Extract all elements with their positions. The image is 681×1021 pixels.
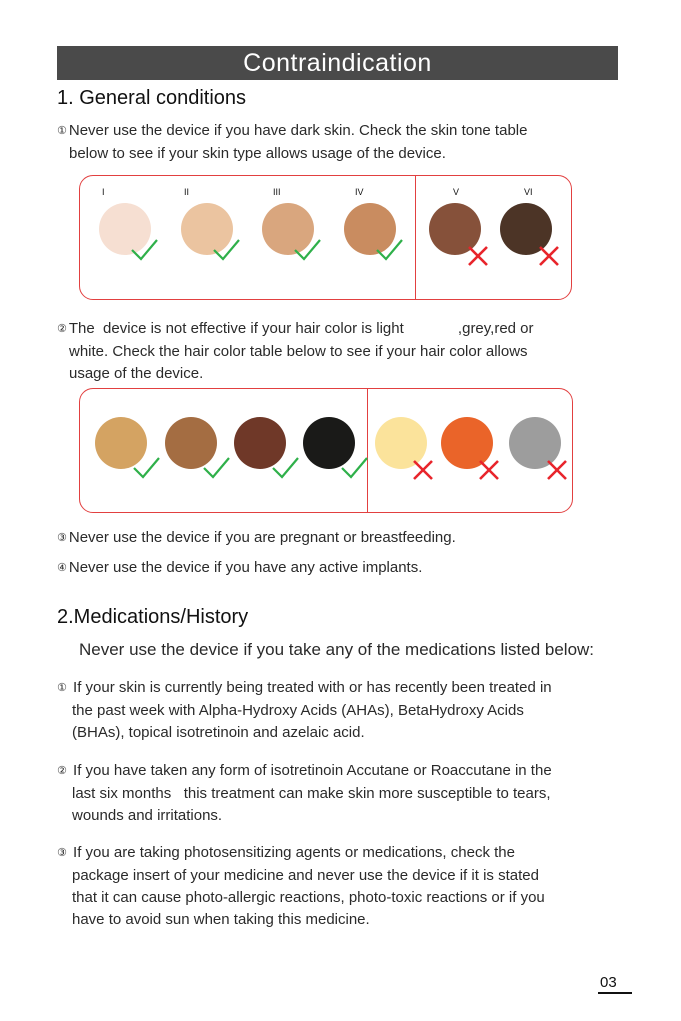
paragraph-text: Never use the device if you are pregnant or breastfeeding.: [68, 529, 456, 546]
med-item-1: [57, 677, 667, 744]
skin-type-label: IV: [355, 187, 364, 197]
page-number: 03: [600, 974, 617, 991]
paragraph-text: white. Check the hair color table below to see if your hair color allows: [69, 343, 528, 360]
medications-intro: [79, 640, 594, 660]
page-title: Contraindication: [57, 46, 618, 80]
paragraph-text: have to avoid sun when taking this medicine.: [72, 911, 370, 928]
paragraph-pregnant: [57, 527, 456, 550]
check-icon: [270, 455, 300, 486]
cross-icon: [476, 457, 502, 488]
paragraph-text: If you are taking photosensitizing agents or medications, check the: [73, 844, 515, 861]
item-marker: ④: [57, 562, 67, 574]
paragraph-text: below to see if your skin type allows usage of the device.: [69, 145, 446, 162]
check-icon: [201, 455, 231, 486]
intro-word: Never: [79, 640, 125, 659]
check-icon: [131, 455, 161, 486]
item-marker: ①: [57, 682, 67, 694]
check-icon: [339, 455, 369, 486]
med-item-2: [57, 760, 667, 827]
paragraph-text: wounds and irritations.: [72, 807, 223, 824]
med-item-3: [57, 842, 667, 931]
skin-type-label: V: [453, 187, 460, 197]
skin-type-label: I: [102, 187, 105, 197]
intro-text: use the device if you take any of the medications listed below:: [129, 640, 595, 659]
page-number-rule: [598, 992, 632, 994]
skin-type-label: III: [273, 187, 281, 197]
item-marker: ③: [57, 532, 67, 544]
cross-icon: [410, 457, 436, 488]
item-marker: ②: [57, 765, 67, 777]
paragraph-text: usage of the device.: [69, 365, 204, 382]
paragraph-text: Never use the device if you have dark skin. Check the skin tone table: [68, 122, 528, 139]
skin-type-label: II: [184, 187, 190, 197]
paragraph-text: last six months this treatment can make skin more susceptible to tears,: [72, 785, 551, 802]
paragraph-text: package insert of your medicine and never use the device if it is stated: [72, 867, 539, 884]
paragraph-text: If your skin is currently being treated with or has recently been treated in: [73, 679, 552, 696]
cross-icon: [544, 457, 570, 488]
skin-type-label: VI: [524, 187, 533, 197]
section-heading-medications: 2.Medications/History: [57, 606, 249, 628]
item-marker: ①: [57, 125, 67, 137]
section-heading-general: 1. General conditions: [57, 87, 247, 109]
paragraph-implants: [57, 557, 422, 580]
item-marker: ③: [57, 847, 67, 859]
paragraph-text: The device is not effective if your hair color is light ,grey,red or: [68, 320, 534, 337]
paragraph-text: the past week with Alpha-Hydroxy Acids (AHAs), BetaHydroxy Acids: [72, 702, 524, 719]
paragraph-text: (BHAs), topical isotretinoin and azelaic acid.: [72, 724, 365, 741]
paragraph-text: If you have taken any form of isotretinoin Accutane or Roaccutane in the: [73, 762, 552, 779]
paragraph-text: that it can cause photo-allergic reactions, photo-toxic reactions or if you: [72, 889, 545, 906]
item-marker: ②: [57, 323, 67, 335]
paragraph-text: Never use the device if you have any active implants.: [68, 559, 423, 576]
